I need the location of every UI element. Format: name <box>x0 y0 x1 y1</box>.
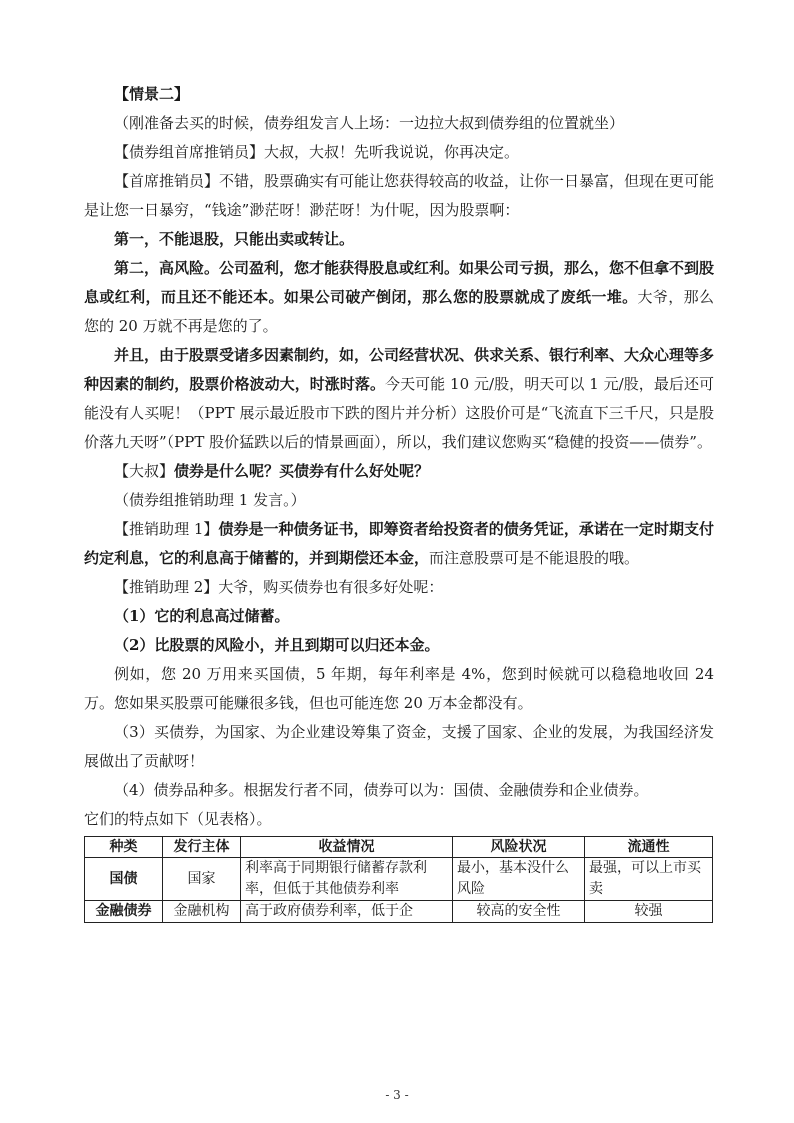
paragraph <box>84 602 714 631</box>
bold-text: 并且，由于股票受诸多因素制约，如，公司经营状况、供求关系、银行利率、大众心理等多种因素的制约，股票价格波动大，时涨时落。 <box>84 346 715 393</box>
paragraph <box>84 167 714 225</box>
table-header-row <box>85 837 713 858</box>
paragraph <box>84 515 714 573</box>
table-cell: 国家 <box>163 858 241 901</box>
paragraph <box>84 80 714 109</box>
bold-text: 债券是一种债务证书，即筹资者给投资者的债务凭证，承诺在一定时期支付约定利息，它的利息高于储蓄的，并到期偿还本金， <box>84 520 714 567</box>
text-run: 今天可能 10 元/股，明天可以 1 元/股，最后还可能没有人买呢！（PPT 展示最近股市下跌的图片并分析）这股价可是“飞流直下三千尺，只是股价落九天呀”（PPT 股价猛跌以后的情景画面），所以，我们建议您购买“稳健的投资——债券”。 <box>84 375 714 451</box>
text-run: 大爷，那么您的 20 万就不再是您的了。 <box>84 288 714 335</box>
header-risk: 风险状况 <box>453 837 585 858</box>
table-cell: 利率高于同期银行储蓄存款利率，但低于其他债券利率 <box>241 858 453 901</box>
text-run: （3）买债券，为国家、为企业建设筹集了资金，支援了国家、企业的发展，为我国经济发展做出了贡献呀！ <box>84 723 714 770</box>
text-run: （4）债券品种多。根据发行者不同，债券可以为：国债、金融债券和企业债券。 <box>114 781 649 799</box>
text-run: 而注意股票可是不能退股的哦。 <box>429 549 640 567</box>
paragraph <box>84 254 714 341</box>
table-cell: 最强，可以上市买卖 <box>585 858 713 901</box>
page-number: - 3 - <box>385 1088 409 1102</box>
paragraph <box>84 109 714 138</box>
text-run: 【推销助理 1】 <box>114 520 219 538</box>
paragraph <box>84 341 714 457</box>
bold-text: 债券是什么呢？买债券有什么好处呢？ <box>174 462 430 480</box>
text-run: 【首席推销员】不错，股票确实有可能让您获得较高的收益，让你一日暴富，但现在更可能是让您一日暴穷，“钱途”渺茫呀！渺茫呀！为什呢，因为股票啊： <box>84 172 715 219</box>
table-cell: 国债 <box>85 858 163 901</box>
paragraph <box>84 573 714 602</box>
bold-text: （2）比股票的风险小，并且到期可以归还本金。 <box>114 636 440 654</box>
text-run: 【大叔】 <box>114 462 175 480</box>
header-return: 收益情况 <box>241 837 453 858</box>
table-cell: 较高的安全性 <box>453 901 585 923</box>
bold-text: 第一，不能退股，只能出卖或转让。 <box>114 230 355 248</box>
paragraph-list <box>84 80 714 834</box>
table-row <box>85 858 713 901</box>
text-run: 【债券组首席推销员】大叔，大叔！先听我说说，你再决定。 <box>114 143 520 161</box>
table-cell: 最小，基本没什么风险 <box>453 858 585 901</box>
header-type: 种类 <box>85 837 163 858</box>
bond-comparison-table <box>84 836 713 923</box>
paragraph <box>84 138 714 167</box>
text-run: 它们的特点如下（见表格）。 <box>84 810 272 828</box>
document-body <box>84 80 714 923</box>
paragraph <box>84 225 714 254</box>
bold-text: 第二，高风险。公司盈利，您才能获得股息或红利。如果公司亏损，那么，您不但拿不到股息或红利，而且还不能还本。如果公司破产倒闭，那么您的股票就成了废纸一堆。 <box>84 259 715 306</box>
paragraph <box>84 457 714 486</box>
paragraph <box>84 486 714 515</box>
paragraph <box>84 660 714 718</box>
header-liquidity: 流通性 <box>585 837 713 858</box>
text-run: 例如，您 20 万用来买国债，5 年期，每年利率是 4%，您到时候就可以稳稳地收回 24 万。您如果买股票可能赚很多钱，但也可能连您 20 万本金都没有。 <box>84 665 714 712</box>
table-cell: 金融机构 <box>163 901 241 923</box>
paragraph <box>84 805 714 834</box>
table-row <box>85 901 713 923</box>
bold-text: （1）它的利息高过储蓄。 <box>114 607 290 625</box>
table-cell: 高于政府债券利率，低于企 <box>241 901 453 923</box>
paragraph <box>84 631 714 660</box>
table-cell: 金融债券 <box>85 901 163 923</box>
header-issuer: 发行主体 <box>163 837 241 858</box>
bold-text: 【情景二】 <box>114 85 190 103</box>
paragraph <box>84 718 714 776</box>
text-run: （债券组推销助理 1 发言。） <box>114 491 306 509</box>
text-run: （刚准备去买的时候，债券组发言人上场：一边拉大叔到债券组的位置就坐） <box>114 114 625 132</box>
table-cell: 较强 <box>585 901 713 923</box>
paragraph <box>84 776 714 805</box>
text-run: 【推销助理 2】大爷，购买债券也有很多好处呢： <box>114 578 444 596</box>
